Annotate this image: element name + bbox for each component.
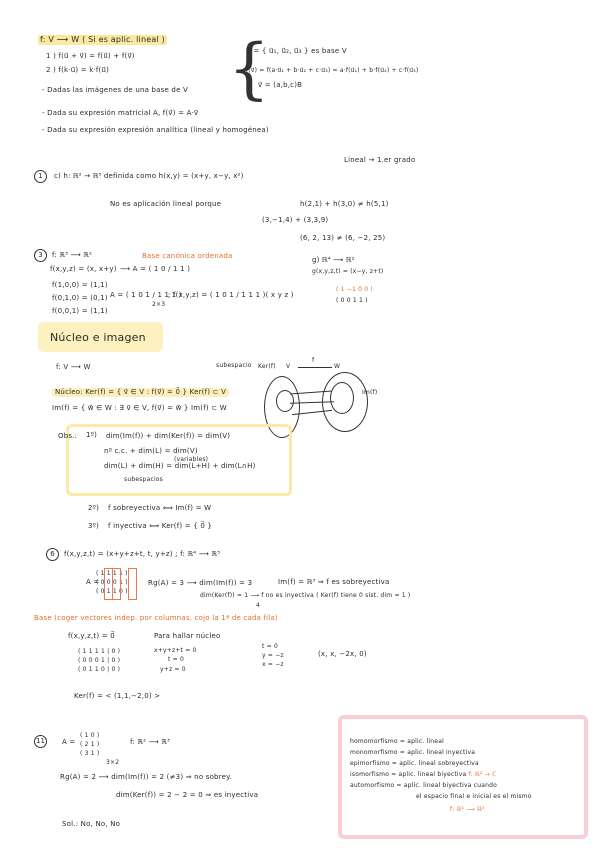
matrix-product: ; f(x,y,z) = ( 1 0 1 / 1 1 1 )( x y z ): [168, 291, 294, 299]
v-label: V: [286, 363, 291, 370]
augmented-matrix: ( 1 1 1 1 | 0 ) ( 0 0 0 1 | 0 ) ( 0 1 1 0 | 0 ): [78, 648, 121, 673]
solution-1: t = 0: [262, 643, 279, 650]
counterexample-2: (3,−1,4) + (3,3,9): [262, 216, 329, 224]
matrix-label: A =: [62, 738, 76, 746]
solution: Sol.: No, No, No: [62, 820, 121, 828]
system-eq-1: x+y+z+t = 0: [154, 647, 197, 654]
map-definition: f: ℝ² ⟶ ℝ³: [130, 738, 170, 746]
def-automorphism-2: el espacio final e inicial es el mismo: [416, 793, 532, 800]
basis-note: Base (coger vectores indep. por columnas, cojo la 1ª de cada fila): [34, 614, 278, 622]
subspaces-note: subespacios: [124, 476, 164, 483]
map-g-formula: g(x,y,z,t) = (x−y, z+t): [312, 268, 384, 275]
section-title: Núcleo e imagen: [50, 331, 146, 344]
base-definition: B = { u⃗₁, u⃗₂, u⃗₃ } es base V: [246, 47, 347, 55]
dimension-formula-2: nº c.c. + dim(L) = dim(V): [104, 447, 198, 455]
matrix-label: A =: [86, 578, 100, 586]
obs-label: Obs.:: [58, 432, 78, 440]
obs-number: 2º): [88, 504, 100, 512]
subspace-label: subespacio: [216, 362, 252, 369]
pivot-column: [128, 568, 137, 600]
lineal-note: Lineal → 1.er grado: [344, 156, 416, 164]
surjective-rule: f sobreyectiva ⟺ Im(f) = W: [108, 504, 212, 512]
variables-note: (variables): [174, 456, 209, 463]
image-e3: f(0,0,1) = (1,1): [52, 307, 108, 315]
im-label: Im(f): [362, 389, 378, 396]
kernel-generic-vector: (x, x, −2x, 0): [318, 650, 367, 658]
def-homomorphism: homomorfismo = aplic. lineal: [350, 738, 444, 745]
basis-label: Base canónica ordenada: [142, 252, 233, 260]
def-monomorphism: monomorfismo = aplic. lineal inyectiva: [350, 749, 476, 756]
pivot-column: [112, 568, 121, 600]
matrix-g-row2: ( 0 0 1 1 ): [336, 297, 368, 304]
matrix-a-11: ( 1 0 ) ( 2 1 ) ( 3 1 ): [80, 732, 100, 757]
find-kernel-note: Para hallar núcleo: [154, 632, 221, 640]
rank-statement: Rg(A) = 3 ⟶ dim(Im(f)) = 3: [148, 579, 253, 587]
map-definition: f(x,y,z,t) = (x+y+z+t, t, y+z) ; f: ℝ⁴ ⟶ ℝ³: [64, 550, 221, 558]
linear-combination: f(v⃗) = f(a·u⃗₁ + b·u⃗₂ + c·u⃗₃) = a·f(u⃗₁) + b·f(u⃗₂) + c·f(u⃗₃): [246, 67, 419, 74]
title-linear-map: f: V ⟶ W ( Si es aplic. lineal ): [40, 35, 165, 44]
bullet-matrix: - Dada su expresión matricial A, f(v⃗) = A·v⃗: [42, 109, 199, 117]
kernel-statement: dim(Ker(f)) = 1 ⟶ f no es inyectiva ( Ker(f) tiene 0 sist. dim = 1 ): [200, 592, 411, 599]
dimension-formula: dim(Im(f)) + dim(Ker(f)) = dim(V): [106, 432, 231, 440]
rank-statement: Rg(A) = 2 ⟶ dim(Im(f)) = 2 (≠3) ⇒ no sobrey.: [60, 773, 232, 781]
def-example: f: ℝ² ⟶ ℝ²: [450, 806, 485, 813]
property-additive: 1 ) f(u⃗ + v⃗) = f(u⃗) + f(v⃗): [46, 52, 135, 60]
kernel-statement: dim(Ker(f)) = 2 − 2 = 0 ⇒ es inyectiva: [116, 791, 259, 799]
set-im: [330, 382, 354, 414]
ker-label: Ker(f): [258, 363, 276, 370]
injective-rule: f inyectiva ⟺ Ker(f) = { 0⃗ }: [108, 522, 213, 530]
arrow-line: [298, 367, 332, 368]
grassmann-formula: dim(L) + dim(H) = dim(L+H) + dim(L∩H): [104, 462, 256, 470]
subtraction-4: 4: [256, 602, 261, 609]
map-definition: f: V ⟶ W: [56, 363, 91, 371]
image-statement: Im(f) = ℝ³ ⇒ f es sobreyectiva: [278, 578, 390, 586]
w-label: W: [334, 363, 341, 370]
def-automorphism: automorfismo = aplic. lineal biyectiva cuando: [350, 782, 497, 789]
def-isomorphism: isomorfismo = aplic. lineal biyectiva f: ℝ² → ℂ: [350, 771, 497, 778]
kernel-result: Ker(f) = < (1,1,−2,0) >: [74, 692, 161, 700]
obs-number: 3º): [88, 522, 100, 530]
bullet-images-base: - Dadas las imágenes de una base de V: [42, 86, 188, 94]
counterexample-1: h(2,1) + h(3,0) ≠ h(5,1): [300, 200, 389, 208]
map-g: g) ℝ⁴ ⟶ ℝ²: [312, 256, 355, 264]
exercise-number: 3: [34, 249, 47, 262]
image-e1: f(1,0,0) = (1,1): [52, 281, 108, 289]
kernel-definition: Núcleo: Ker(f) = { v⃗ ∈ V : f(v⃗) = 0⃗ } Ker(f) ⊂ V: [52, 388, 229, 397]
exercise-number: 1: [34, 170, 47, 183]
matrix-result: ⟶ A = ( 1 0 / 1 1 ): [120, 265, 191, 273]
map-formula: f(x,y,z) = (x, x+y): [50, 265, 117, 273]
image-e2: f(0,1,0) = (0,1): [52, 294, 108, 302]
exercise-number: 11: [34, 735, 47, 748]
coordinates: v⃗ = (a,b,c)B: [258, 81, 303, 89]
map-definition: f: ℝ³ ⟶ ℝ²: [52, 251, 92, 259]
solution-3: x = −z: [262, 661, 284, 668]
image-definition: Im(f) = { w⃗ ∈ W : ∃ v⃗ ∈ V, f(v⃗) = w⃗ } Im(f) ⊂ W: [52, 404, 227, 412]
counterexample-3: (6, 2, 13) ≠ (6, −2, 25): [300, 234, 386, 242]
matrix-dims: 2×3: [152, 301, 166, 308]
not-linear-note: No es aplicación lineal porque: [110, 200, 222, 208]
matrix-a-6: ( 1 1 1 1 ) ( 0 0 0 1 ) ( 0 1 1 0 ): [96, 570, 128, 595]
obs-number: 1º): [86, 431, 98, 439]
system-eq-2: t = 0: [168, 656, 185, 663]
bullet-analytic: - Dada su expresión expresión analítica (lineal y homogénea): [42, 126, 269, 134]
kernel-equation: f(x,y,z,t) = 0⃗: [68, 632, 115, 640]
property-homogeneous: 2 ) f(k·u⃗) = k·f(u⃗): [46, 66, 110, 74]
matrix-dims: 3×2: [106, 759, 120, 766]
matrix-g-row1: ( 1 −1 0 0 ): [336, 286, 373, 293]
exercise-number: 6: [46, 548, 59, 561]
f-arrow-label: f: [312, 357, 315, 364]
curly-brace: {: [228, 30, 270, 107]
system-eq-3: y+z = 0: [160, 666, 186, 673]
def-epimorphism: epimorfismo = aplic. lineal sobreyectiva: [350, 760, 479, 767]
matrix-a: A = ( 1 0 1 / 1 1 1 ): [110, 291, 182, 299]
solution-2: y = −z: [262, 652, 284, 659]
exercise-statement: c) h: ℝ² → ℝ³ definida como h(x,y) = (x+y, x−y, x²): [54, 172, 244, 180]
